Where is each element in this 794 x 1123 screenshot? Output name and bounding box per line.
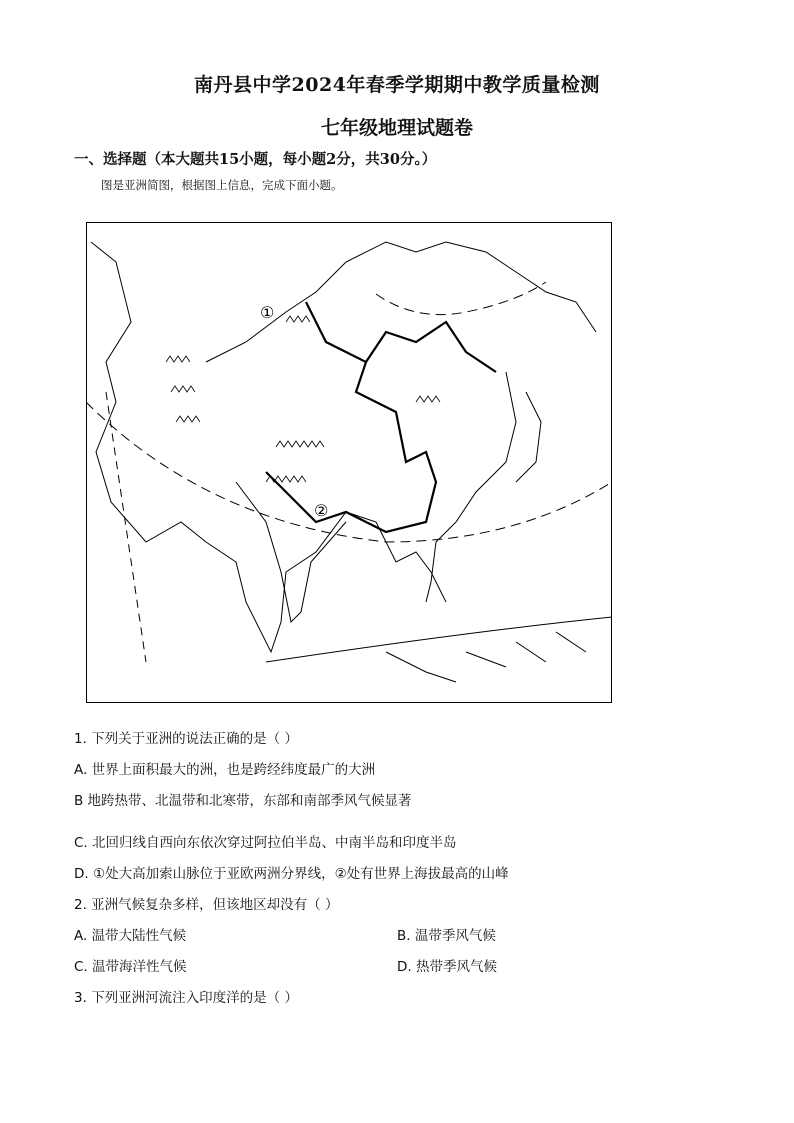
india-coast	[236, 482, 346, 622]
question-1-stem: 1. 下列关于亚洲的说法正确的是（ ）	[74, 731, 298, 747]
sea-islands	[386, 632, 586, 682]
east-coast	[426, 372, 516, 602]
tropic-of-cancer	[86, 402, 612, 542]
boundary-line	[266, 302, 436, 532]
exam-title: 南丹县中学2024年春季学期期中教学质量检测	[194, 74, 600, 96]
question-2-option-a: A. 温带大陆性气候	[74, 928, 187, 944]
section-heading: 一、选择题（本大题共15小题，每小题2分，共30分。）	[74, 151, 437, 168]
mountain-mark	[416, 396, 440, 402]
equator-line	[266, 617, 612, 662]
japan-islands	[516, 392, 541, 482]
question-2-option-c: C. 温带海洋性气候	[74, 959, 187, 975]
mountain-mark	[286, 316, 310, 322]
asia-map	[86, 222, 612, 703]
map-label-1: ①	[260, 303, 275, 322]
north-coast	[206, 242, 596, 362]
question-1-option-d: D. ①处大高加索山脉位于亚欧两洲分界线，②处有世界上海拔最高的山峰	[74, 866, 509, 882]
mountain-mark	[276, 441, 324, 447]
question-3-stem: 3. 下列亚洲河流注入印度洋的是（ ）	[74, 990, 298, 1006]
mountain-mark	[176, 416, 200, 422]
question-2-option-d: D. 热带季风气候	[397, 959, 497, 975]
exam-subtitle: 七年级地理试题卷	[320, 117, 473, 139]
mountain-mark	[166, 356, 190, 362]
mountain-mark	[171, 386, 195, 392]
question-1-option-c: C. 北回归线自西向东依次穿过阿拉伯半岛、中南半岛和印度半岛	[74, 835, 457, 851]
map-intro: 图是亚洲简图，根据图上信息，完成下面小题。	[101, 178, 343, 192]
meridian-line	[106, 392, 146, 662]
question-2-option-b: B. 温带季风气候	[397, 928, 496, 944]
map-frame	[87, 223, 612, 703]
question-1-option-a: A. 世界上面积最大的洲，也是跨经纬度最广的大洲	[74, 762, 376, 778]
arctic-circle	[376, 282, 546, 315]
question-1-option-b: B 地跨热带、北温带和北寒带，东部和南部季风气候显著	[74, 793, 412, 809]
question-2-stem: 2. 亚洲气候复杂多样，但该地区却没有（ ）	[74, 897, 339, 913]
map-label-2: ②	[314, 501, 329, 520]
boundary-line-2	[366, 322, 496, 372]
